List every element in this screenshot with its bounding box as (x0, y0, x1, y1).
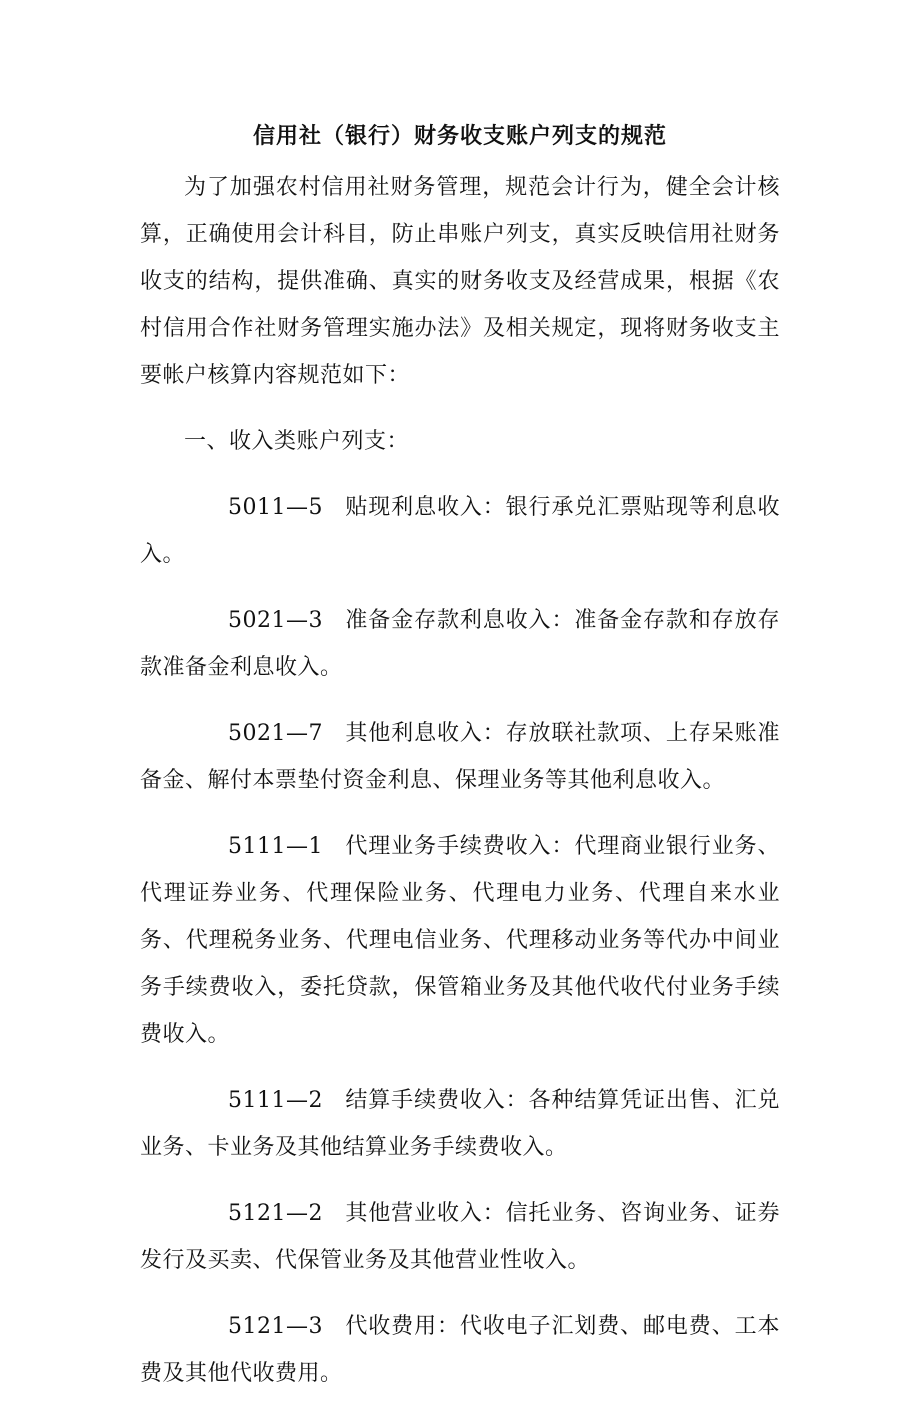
document-body (140, 164, 780, 1416)
intro-paragraph: 为了加强农村信用社财务管理，规范会计行为，健全会计核算，正确使用会计科目，防止串账户列支，真实反映信用社财务收支的结构，提供准确、真实的财务收支及经营成果，根据《农村信用合作社财务管理实施办法》及相关规定，现将财务收支主要帐户核算内容规范如下： (140, 175, 780, 388)
account-code: 5121—3 (228, 1314, 323, 1339)
account-description: 代收费用：代收电子汇划费、邮电费、工本费及其他代收费用。 (140, 1314, 780, 1386)
account-description: 其他营业收入：信托业务、咨询业务、证券发行及买卖、代保管业务及其他营业性收入。 (140, 1201, 780, 1273)
section-heading: 一、收入类账户列支： (184, 429, 410, 454)
account-item (140, 710, 780, 804)
account-description: 准备金存款利息收入：准备金存款和存放存款准备金利息收入。 (140, 608, 780, 680)
account-description: 其他利息收入：存放联社款项、上存呆账准备金、解付本票垫付资金利息、保理业务等其他利息收入。 (140, 721, 780, 793)
account-code: 5111—2 (228, 1088, 323, 1113)
account-code: 5021—7 (228, 721, 323, 746)
account-description: 结算手续费收入：各种结算凭证出售、汇兑业务、卡业务及其他结算业务手续费收入。 (140, 1088, 780, 1160)
account-item (140, 1077, 780, 1171)
document-title: 信用社（银行）财务收支账户列支的规范 (252, 123, 667, 149)
account-item (140, 1303, 780, 1397)
account-code: 5121—2 (228, 1201, 323, 1226)
account-item (140, 823, 780, 1058)
account-code: 5021—3 (228, 608, 323, 633)
account-item (140, 484, 780, 578)
account-code: 5111—1 (228, 834, 323, 859)
account-item (140, 1190, 780, 1284)
account-description: 代理业务手续费收入：代理商业银行业务、代理证券业务、代理保险业务、代理电力业务、代理自来水业务、代理税务业务、代理电信业务、代理移动业务等代办中间业务手续费收入，委托贷款，保管箱业务及其他代收代付业务手续费收入。 (140, 834, 780, 1047)
account-description: 贴现利息收入：银行承兑汇票贴现等利息收入。 (140, 495, 780, 567)
account-code: 5011—5 (228, 495, 323, 520)
account-item (140, 597, 780, 691)
